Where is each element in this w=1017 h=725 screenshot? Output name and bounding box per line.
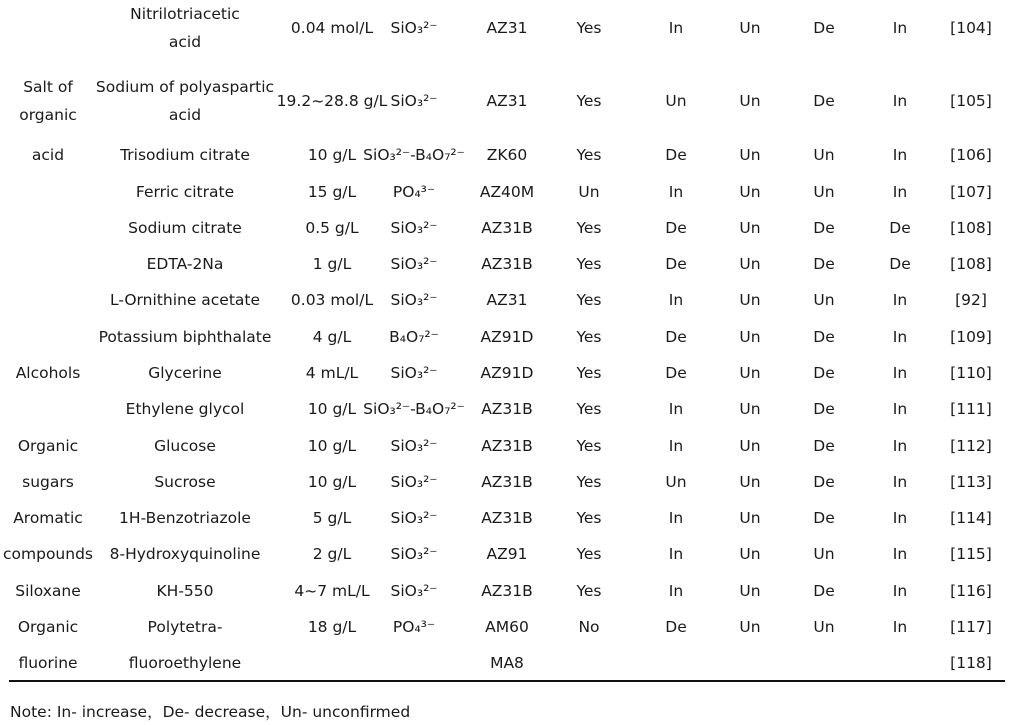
- electrolyte-system-cell: SiO₃²⁻: [390, 545, 438, 563]
- film-cell: Yes: [576, 291, 602, 309]
- film-cell: Yes: [576, 92, 602, 110]
- property-4-cell: In: [892, 473, 908, 491]
- concentration-cell: 4 mL/L: [305, 364, 359, 382]
- concentration-cell: 0.04 mol/L: [290, 19, 374, 37]
- property-3-cell: De: [813, 509, 835, 527]
- electrolyte-system-cell: SiO₃²⁻: [390, 291, 438, 309]
- additive-cell: Ferric citrate: [135, 183, 235, 201]
- property-4-cell: In: [892, 364, 908, 382]
- property-3-cell: De: [813, 19, 835, 37]
- property-4-cell: In: [892, 328, 908, 346]
- alloy-cell: AZ31: [486, 291, 528, 309]
- category-cell: acid: [31, 146, 65, 164]
- alloy-cell: ZK60: [486, 146, 528, 164]
- additive-cell: Sucrose: [154, 473, 216, 491]
- electrolyte-system-cell: PO₄³⁻: [392, 618, 436, 636]
- alloy-cell: AZ31B: [481, 509, 533, 527]
- alloy-cell: AZ31: [486, 19, 528, 37]
- property-3-cell: De: [813, 400, 835, 418]
- electrolyte-system-cell: SiO₃²⁻: [390, 255, 438, 273]
- property-4-cell: In: [892, 618, 908, 636]
- property-4-cell: In: [892, 92, 908, 110]
- additive-cell: Nitrilotriacetic: [130, 5, 240, 23]
- property-2-cell: Un: [739, 509, 761, 527]
- additive-cell: fluoroethylene: [128, 654, 242, 672]
- category-cell: Alcohols: [15, 364, 81, 382]
- alloy-cell: AZ31: [486, 92, 528, 110]
- property-2-cell: Un: [739, 582, 761, 600]
- property-4-cell: In: [892, 19, 908, 37]
- additive-cell: Glucose: [154, 437, 216, 455]
- reference-cell: [110]: [950, 364, 992, 382]
- film-cell: Yes: [576, 364, 602, 382]
- additive-cell: Sodium citrate: [128, 219, 242, 237]
- alloy-cell: AZ31B: [481, 473, 533, 491]
- property-3-cell: Un: [813, 545, 835, 563]
- property-3-cell: Un: [813, 618, 835, 636]
- property-2-cell: Un: [739, 473, 761, 491]
- alloy-cell: AM60: [485, 618, 529, 636]
- alloy-cell: AZ91D: [480, 328, 534, 346]
- property-1-cell: In: [668, 400, 684, 418]
- electrolyte-system-cell: SiO₃²⁻: [390, 92, 438, 110]
- additive-cell: Ethylene glycol: [125, 400, 245, 418]
- property-1-cell: In: [668, 437, 684, 455]
- film-cell: Yes: [576, 545, 602, 563]
- electrolyte-system-cell: SiO₃²⁻: [390, 473, 438, 491]
- reference-cell: [113]: [950, 473, 992, 491]
- film-cell: Yes: [576, 328, 602, 346]
- property-4-cell: In: [892, 183, 908, 201]
- property-4-cell: In: [892, 400, 908, 418]
- electrolyte-system-cell: SiO₃²⁻: [390, 509, 438, 527]
- property-1-cell: De: [665, 255, 687, 273]
- film-cell: Yes: [576, 582, 602, 600]
- table-note: Note: In- increase，De- decrease，Un- unconfirmed: [10, 703, 411, 721]
- electrolyte-system-cell: SiO₃²⁻: [390, 219, 438, 237]
- category-cell: Organic: [17, 437, 79, 455]
- category-cell: Organic: [17, 618, 79, 636]
- property-2-cell: Un: [739, 364, 761, 382]
- property-4-cell: In: [892, 146, 908, 164]
- concentration-cell: 15 g/L: [307, 183, 357, 201]
- additive-cell: 8-Hydroxyquinoline: [109, 545, 261, 563]
- additive-cell: 1H-Benzotriazole: [119, 509, 251, 527]
- additive-cell: acid: [168, 106, 202, 124]
- film-cell: No: [578, 618, 600, 636]
- alloy-cell: AZ40M: [479, 183, 535, 201]
- property-4-cell: In: [892, 437, 908, 455]
- property-1-cell: Un: [665, 92, 687, 110]
- alloy-cell: AZ31B: [481, 255, 533, 273]
- alloy-cell: AZ31B: [481, 219, 533, 237]
- property-1-cell: De: [665, 328, 687, 346]
- electrolyte-system-cell: B₄O₇²⁻: [389, 328, 439, 346]
- property-2-cell: Un: [739, 146, 761, 164]
- concentration-cell: 5 g/L: [312, 509, 352, 527]
- electrolyte-system-cell: SiO₃²⁻-B₄O₇²⁻: [363, 146, 465, 164]
- reference-cell: [104]: [950, 19, 992, 37]
- reference-cell: [117]: [950, 618, 992, 636]
- property-1-cell: De: [665, 219, 687, 237]
- additive-cell: Sodium of polyaspartic: [95, 78, 275, 96]
- property-2-cell: Un: [739, 183, 761, 201]
- category-cell: sugars: [22, 473, 74, 491]
- additive-cell: acid: [168, 33, 202, 51]
- film-cell: Yes: [576, 219, 602, 237]
- additive-cell: Polytetra-: [147, 618, 223, 636]
- property-2-cell: Un: [739, 618, 761, 636]
- category-cell: Aromatic: [13, 509, 83, 527]
- property-4-cell: In: [892, 291, 908, 309]
- film-cell: Yes: [576, 437, 602, 455]
- reference-cell: [109]: [950, 328, 992, 346]
- property-1-cell: Un: [665, 473, 687, 491]
- property-4-cell: In: [892, 582, 908, 600]
- alloy-cell: AZ31B: [481, 582, 533, 600]
- reference-cell: [106]: [950, 146, 992, 164]
- electrolyte-system-cell: SiO₃²⁻-B₄O₇²⁻: [363, 400, 465, 418]
- film-cell: Yes: [576, 509, 602, 527]
- property-3-cell: Un: [813, 146, 835, 164]
- reference-cell: [108]: [950, 219, 992, 237]
- category-cell: compounds: [3, 545, 93, 563]
- property-4-cell: De: [889, 255, 911, 273]
- property-4-cell: In: [892, 509, 908, 527]
- film-cell: Yes: [576, 473, 602, 491]
- film-cell: Yes: [576, 400, 602, 418]
- reference-cell: [108]: [950, 255, 992, 273]
- concentration-cell: 1 g/L: [312, 255, 352, 273]
- property-2-cell: Un: [739, 19, 761, 37]
- property-3-cell: De: [813, 473, 835, 491]
- alloy-cell: AZ91D: [480, 364, 534, 382]
- concentration-cell: 0.5 g/L: [305, 219, 359, 237]
- additive-cell: Potassium biphthalate: [98, 328, 272, 346]
- reference-cell: [115]: [950, 545, 992, 563]
- additive-cell: KH-550: [156, 582, 214, 600]
- reference-cell: [112]: [950, 437, 992, 455]
- category-cell: Siloxane: [15, 582, 81, 600]
- reference-cell: [105]: [950, 92, 992, 110]
- property-1-cell: In: [668, 509, 684, 527]
- alloy-cell: AZ31B: [481, 400, 533, 418]
- concentration-cell: 19.2~28.8 g/L: [276, 92, 388, 110]
- reference-cell: [114]: [950, 509, 992, 527]
- property-3-cell: De: [813, 219, 835, 237]
- property-1-cell: In: [668, 545, 684, 563]
- property-3-cell: De: [813, 255, 835, 273]
- reference-cell: [118]: [950, 654, 992, 672]
- concentration-cell: 10 g/L: [307, 146, 357, 164]
- property-2-cell: Un: [739, 545, 761, 563]
- property-1-cell: De: [665, 364, 687, 382]
- concentration-cell: 4 g/L: [312, 328, 352, 346]
- property-2-cell: Un: [739, 92, 761, 110]
- property-1-cell: In: [668, 291, 684, 309]
- property-3-cell: De: [813, 364, 835, 382]
- reference-cell: [107]: [950, 183, 992, 201]
- property-1-cell: De: [665, 146, 687, 164]
- electrolyte-system-cell: SiO₃²⁻: [390, 19, 438, 37]
- electrolyte-system-cell: PO₄³⁻: [392, 183, 436, 201]
- property-1-cell: In: [668, 183, 684, 201]
- property-4-cell: De: [889, 219, 911, 237]
- alloy-cell: AZ31B: [481, 437, 533, 455]
- table-bottom-rule: [9, 680, 1005, 682]
- concentration-cell: 10 g/L: [307, 473, 357, 491]
- film-cell: Yes: [576, 146, 602, 164]
- property-3-cell: De: [813, 437, 835, 455]
- category-cell: fluorine: [18, 654, 78, 672]
- additive-cell: L-Ornithine acetate: [109, 291, 261, 309]
- property-2-cell: Un: [739, 219, 761, 237]
- additive-cell: Trisodium citrate: [120, 146, 250, 164]
- concentration-cell: 4~7 mL/L: [294, 582, 370, 600]
- property-3-cell: De: [813, 328, 835, 346]
- property-2-cell: Un: [739, 400, 761, 418]
- reference-cell: [92]: [955, 291, 987, 309]
- film-cell: Yes: [576, 255, 602, 273]
- reference-cell: [116]: [950, 582, 992, 600]
- property-3-cell: Un: [813, 291, 835, 309]
- alloy-cell: MA8: [490, 654, 524, 672]
- property-1-cell: De: [665, 618, 687, 636]
- electrolyte-system-cell: SiO₃²⁻: [390, 582, 438, 600]
- additive-cell: EDTA-2Na: [146, 255, 224, 273]
- property-1-cell: In: [668, 582, 684, 600]
- film-cell: Un: [578, 183, 600, 201]
- property-2-cell: Un: [739, 291, 761, 309]
- reference-cell: [111]: [950, 400, 992, 418]
- electrolyte-system-cell: SiO₃²⁻: [390, 364, 438, 382]
- concentration-cell: 10 g/L: [307, 400, 357, 418]
- property-3-cell: Un: [813, 183, 835, 201]
- alloy-cell: AZ91: [486, 545, 528, 563]
- film-cell: Yes: [576, 19, 602, 37]
- concentration-cell: 2 g/L: [312, 545, 352, 563]
- concentration-cell: 18 g/L: [307, 618, 357, 636]
- property-2-cell: Un: [739, 437, 761, 455]
- property-4-cell: In: [892, 545, 908, 563]
- category-cell: Salt of: [23, 78, 73, 96]
- additive-cell: Glycerine: [148, 364, 222, 382]
- category-cell: organic: [19, 106, 77, 124]
- property-1-cell: In: [668, 19, 684, 37]
- concentration-cell: 10 g/L: [307, 437, 357, 455]
- concentration-cell: 0.03 mol/L: [290, 291, 374, 309]
- property-2-cell: Un: [739, 255, 761, 273]
- property-3-cell: De: [813, 582, 835, 600]
- property-3-cell: De: [813, 92, 835, 110]
- property-2-cell: Un: [739, 328, 761, 346]
- electrolyte-system-cell: SiO₃²⁻: [390, 437, 438, 455]
